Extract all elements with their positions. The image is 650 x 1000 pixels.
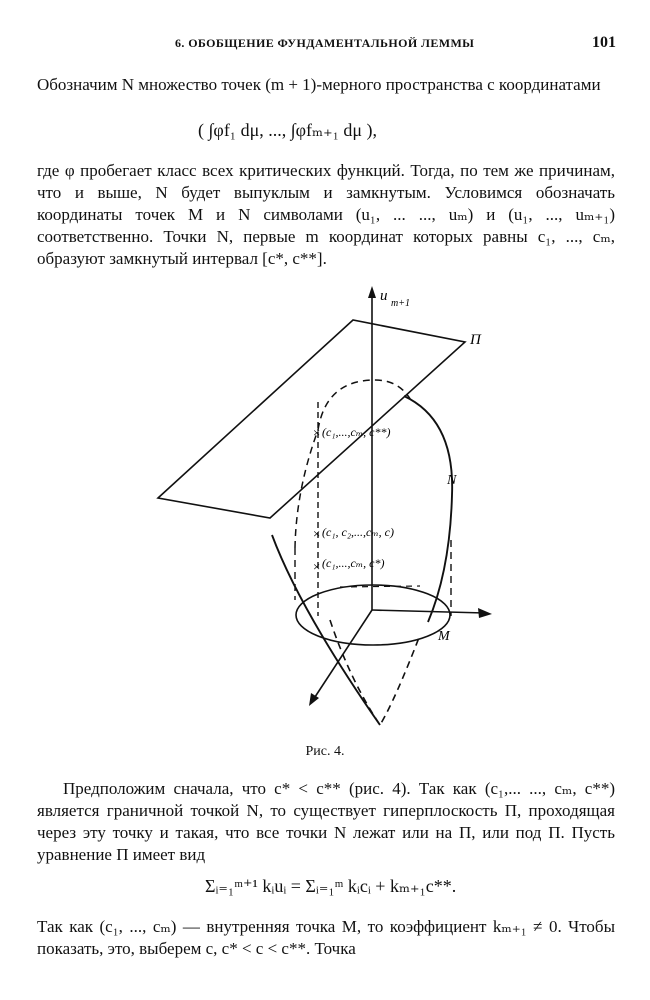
axis-diagonal-arrow <box>309 693 319 706</box>
axis-label-subscript: m+1 <box>391 298 410 309</box>
figure-caption: Рис. 4. <box>305 744 345 759</box>
axis-label: u <box>380 288 388 304</box>
point-middle-marker: × <box>313 526 321 541</box>
set-n-dashed-dome <box>318 380 412 430</box>
point-lower-label: (c₁,...,cₘ, c*) <box>322 556 385 570</box>
point-lower-marker: × <box>313 559 321 574</box>
point-middle-label: (c₁, c₂,...,cₘ, c) <box>322 525 394 539</box>
set-m-label: M <box>438 629 450 644</box>
paragraph-definitions: где φ пробегает класс всех критических функций. Тогда, по тем же причинам, что и выше, N будет выпуклым и замкнутым. Условимся обозначать координаты точек M и N символами (u₁, ... ..., uₘ) и (u₁, ..., uₘ₊₁) соответственно. Точки N, первые m координат которых равны c₁, ..., cₘ, образуют замкнутый интервал [c*, c**]. <box>37 161 615 268</box>
axis-horizontal-arrow <box>478 608 492 618</box>
set-n-label: N <box>447 473 457 488</box>
running-title: 6. ОБОБЩЕНИЕ ФУНДАМЕНТАЛЬНОЙ ЛЕММЫ <box>175 36 475 50</box>
figure-4 <box>0 280 650 750</box>
formula-hyperplane: Σᵢ₌₁ᵐ⁺¹ kᵢuᵢ = Σᵢ₌₁ᵐ kᵢcᵢ + kₘ₊₁c**. <box>205 876 457 896</box>
axis-horizontal <box>372 610 485 613</box>
page-number: 101 <box>592 34 616 51</box>
plane-label: Π <box>470 332 481 348</box>
point-upper-marker: × <box>313 425 321 440</box>
paragraph-coefficient: Так как (c₁, ..., cₘ) — внутренняя точка M, то коэффициент kₘ₊₁ ≠ 0. Чтобы показать, это, выберем c, c* < c < c**. Точка <box>37 917 615 958</box>
plane-pi <box>158 320 465 518</box>
formula-coordinates: ( ∫φf₁ dμ, ..., ∫φfₘ₊₁ dμ ), <box>198 120 378 140</box>
point-upper-label: (c₁,...,cₘ, c**) <box>322 425 391 439</box>
page-header <box>0 34 650 56</box>
paragraph-hyperplane: Предположим сначала, что c* < c** (рис. 4). Так как (c₁,... ..., cₘ, c**) является граничной точкой N, то существует гиперплоскость Π, проходящая через эту точку и такая, что все точки N лежат или на Π, или под Π. Пусть уравнение Π имеет вид <box>37 779 615 864</box>
set-m-ellipse <box>296 585 450 645</box>
set-n-dashed-bottom <box>330 620 420 725</box>
axis-u-m1-arrow <box>368 286 376 298</box>
paragraph-intro: Обозначим N множество точек (m + 1)-мерного пространства с координатами <box>37 75 601 94</box>
